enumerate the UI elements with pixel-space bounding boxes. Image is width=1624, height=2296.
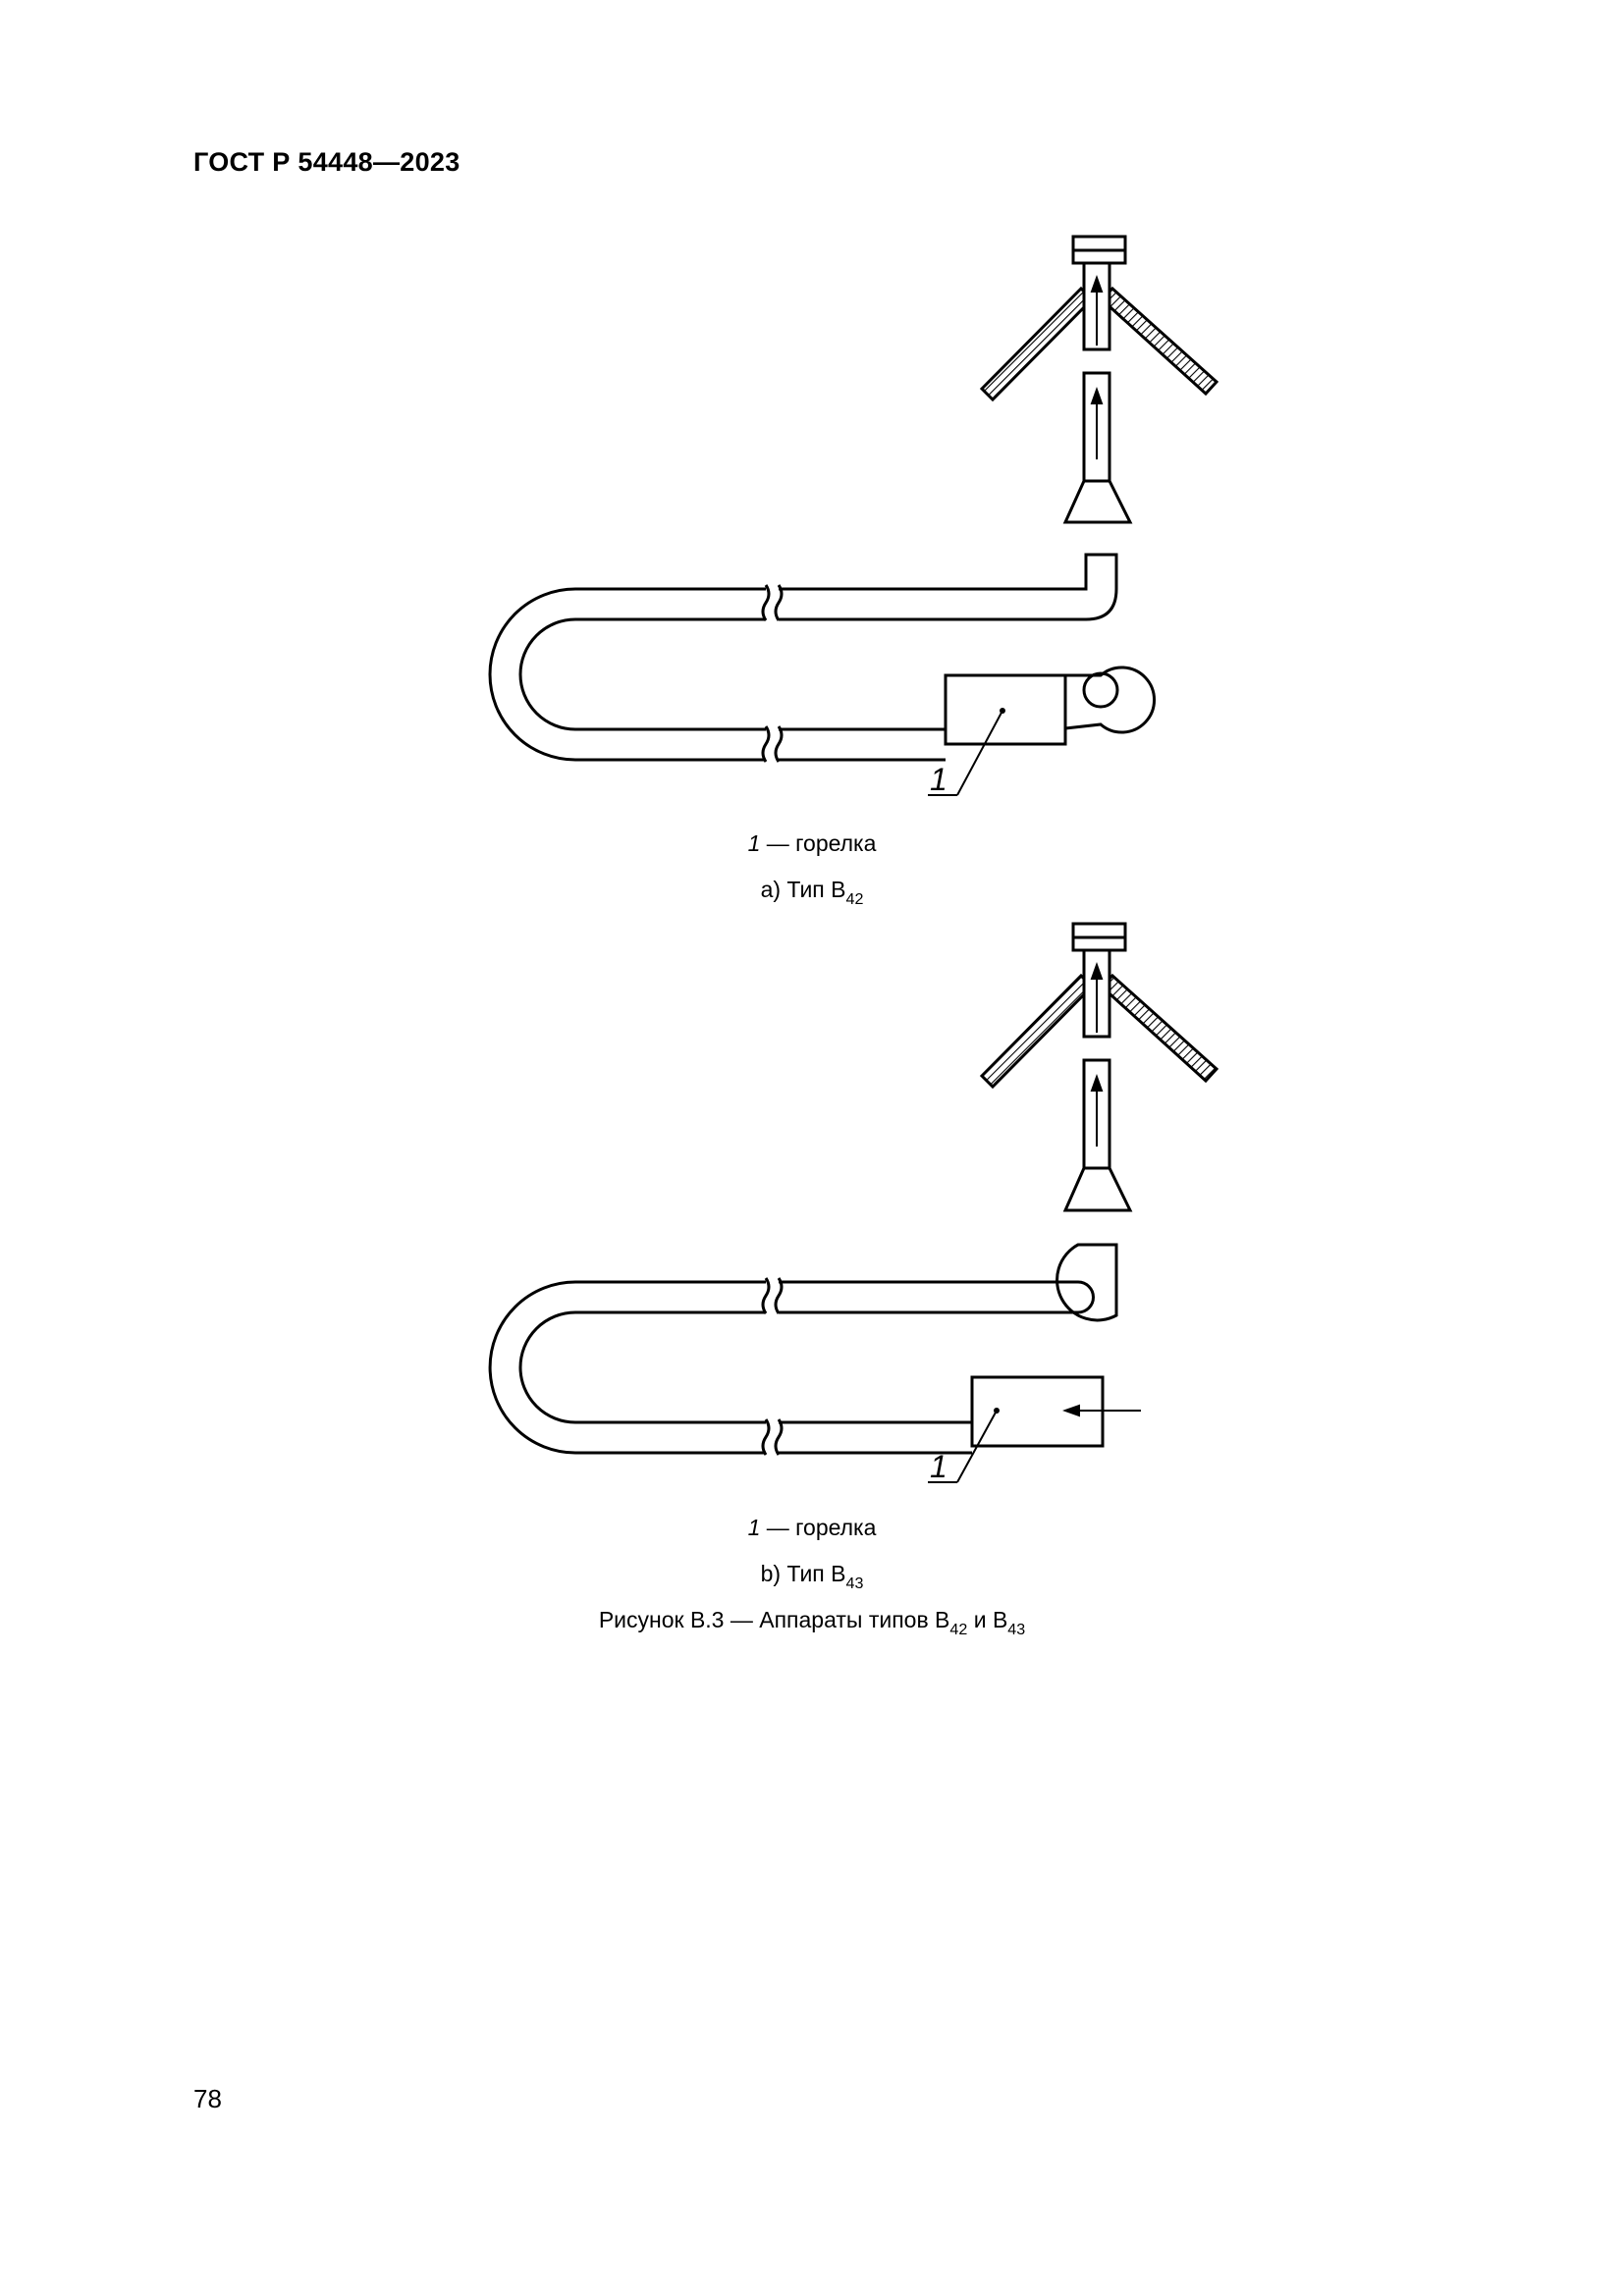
- legend-number: 1: [747, 1515, 761, 1540]
- callout-1: 1: [930, 1449, 947, 1484]
- flue-pipe-outer: [490, 589, 766, 760]
- document-header: ГОСТ Р 54448—2023: [193, 147, 460, 177]
- subcaption-text: b) Тип В: [760, 1561, 846, 1586]
- roof-right: [1102, 976, 1217, 1081]
- legend-text: — горелка: [766, 830, 877, 856]
- flue-pipe-outer: [490, 1282, 766, 1453]
- draught-hood: [1065, 1168, 1130, 1210]
- burner-box: [946, 675, 1065, 744]
- legend-text: — горелка: [766, 1515, 877, 1540]
- page-number: 78: [193, 2084, 222, 2113]
- roof-right: [1102, 289, 1217, 394]
- caption-subscript-2: 43: [1007, 1621, 1026, 1639]
- legend-a: [0, 830, 1624, 857]
- flue-pipe-inner: [520, 619, 766, 729]
- subcaption-subscript: 43: [845, 1575, 864, 1593]
- subcaption-b: [0, 1561, 1624, 1593]
- figure-caption: [0, 1607, 1624, 1639]
- caption-text: Рисунок В.3 — Аппараты типов В: [598, 1607, 950, 1632]
- draught-hood: [1065, 481, 1130, 522]
- subcaption-subscript: 42: [845, 890, 864, 909]
- legend-number: 1: [747, 830, 761, 856]
- caption-subscript-1: 42: [949, 1621, 968, 1639]
- subcaption-a: [0, 877, 1624, 909]
- legend-b: [0, 1515, 1624, 1541]
- fan-rotor: [1084, 673, 1117, 707]
- roof-left: [982, 289, 1092, 400]
- subcaption-text: а) Тип В: [760, 877, 846, 902]
- diagram-type-b42: [0, 228, 1624, 915]
- roof-left: [982, 976, 1092, 1087]
- diagram-type-b43: [0, 915, 1624, 1602]
- callout-1: 1: [930, 762, 947, 797]
- caption-mid: и В: [967, 1607, 1008, 1632]
- flue-pipe-inner: [520, 1312, 766, 1422]
